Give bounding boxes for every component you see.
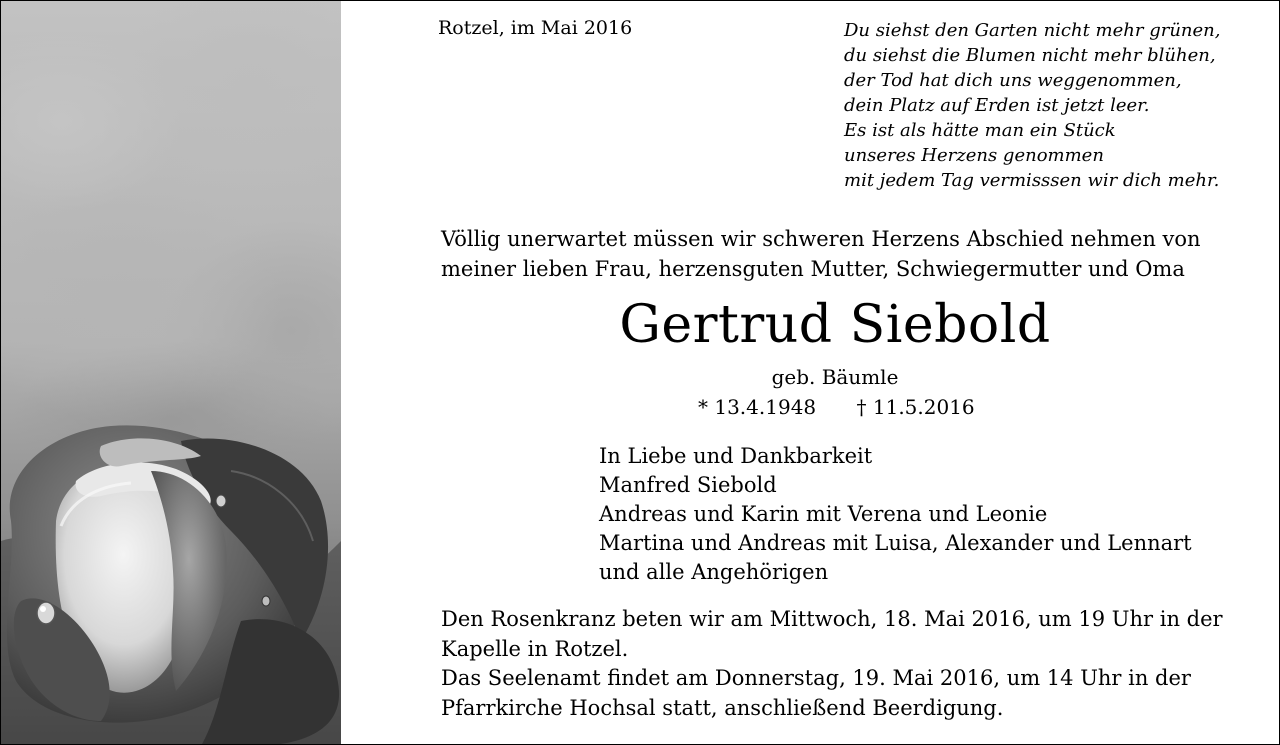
intro-text bbox=[441, 224, 1201, 284]
service-line: Kapelle in Rotzel. bbox=[441, 636, 629, 661]
mourner-line: Andreas und Karin mit Verena und Leonie bbox=[599, 502, 1048, 526]
service-line: Den Rosenkranz beten wir am Mittwoch, 18. Mai 2016, um 19 Uhr in der bbox=[441, 607, 1223, 631]
intro-line: meiner lieben Frau, herzensguten Mutter, Schwiegermutter und Oma bbox=[441, 257, 1185, 281]
poem-line: Du siehst den Garten nicht mehr grünen, bbox=[844, 20, 1221, 41]
mourners-list bbox=[599, 442, 1192, 587]
mourner-line: und alle Angehörigen bbox=[599, 560, 829, 584]
poem-line: dein Platz auf Erden ist jetzt leer. bbox=[844, 95, 1150, 116]
poem bbox=[844, 18, 1220, 193]
service-line: Das Seelenamt findet am Donnerstag, 19. Mai 2016, um 14 Uhr in der bbox=[441, 666, 1191, 690]
life-dates bbox=[698, 394, 975, 421]
poem-line: der Tod hat dich uns weggenommen, bbox=[844, 70, 1182, 91]
intro-line: Völlig unerwartet müssen wir schweren Herzens Abschied nehmen von bbox=[441, 227, 1201, 251]
poem-line: Es ist als hätte man ein Stück bbox=[844, 120, 1116, 141]
maiden-name: geb. Bäumle bbox=[771, 365, 899, 389]
death-date: † 11.5.2016 bbox=[856, 395, 975, 419]
poem-line: unseres Herzens genommen bbox=[844, 145, 1104, 166]
poem-line: du siehst die Blumen nicht mehr blühen, bbox=[844, 45, 1216, 66]
poem-line: mit jedem Tag vermisssen wir dich mehr. bbox=[844, 170, 1220, 191]
mourner-line: Manfred Siebold bbox=[599, 473, 777, 497]
place-date: Rotzel, im Mai 2016 bbox=[438, 17, 633, 39]
service-info bbox=[441, 605, 1223, 723]
mourner-line: In Liebe und Dankbarkeit bbox=[599, 444, 873, 468]
mourner-line: Martina und Andreas mit Luisa, Alexander und Lennart bbox=[599, 531, 1192, 555]
birth-date: * 13.4.1948 bbox=[698, 395, 817, 419]
service-line: Pfarrkirche Hochsal statt, anschließend Beerdigung. bbox=[441, 695, 1004, 720]
deceased-name: Gertrud Siebold bbox=[619, 295, 1051, 355]
